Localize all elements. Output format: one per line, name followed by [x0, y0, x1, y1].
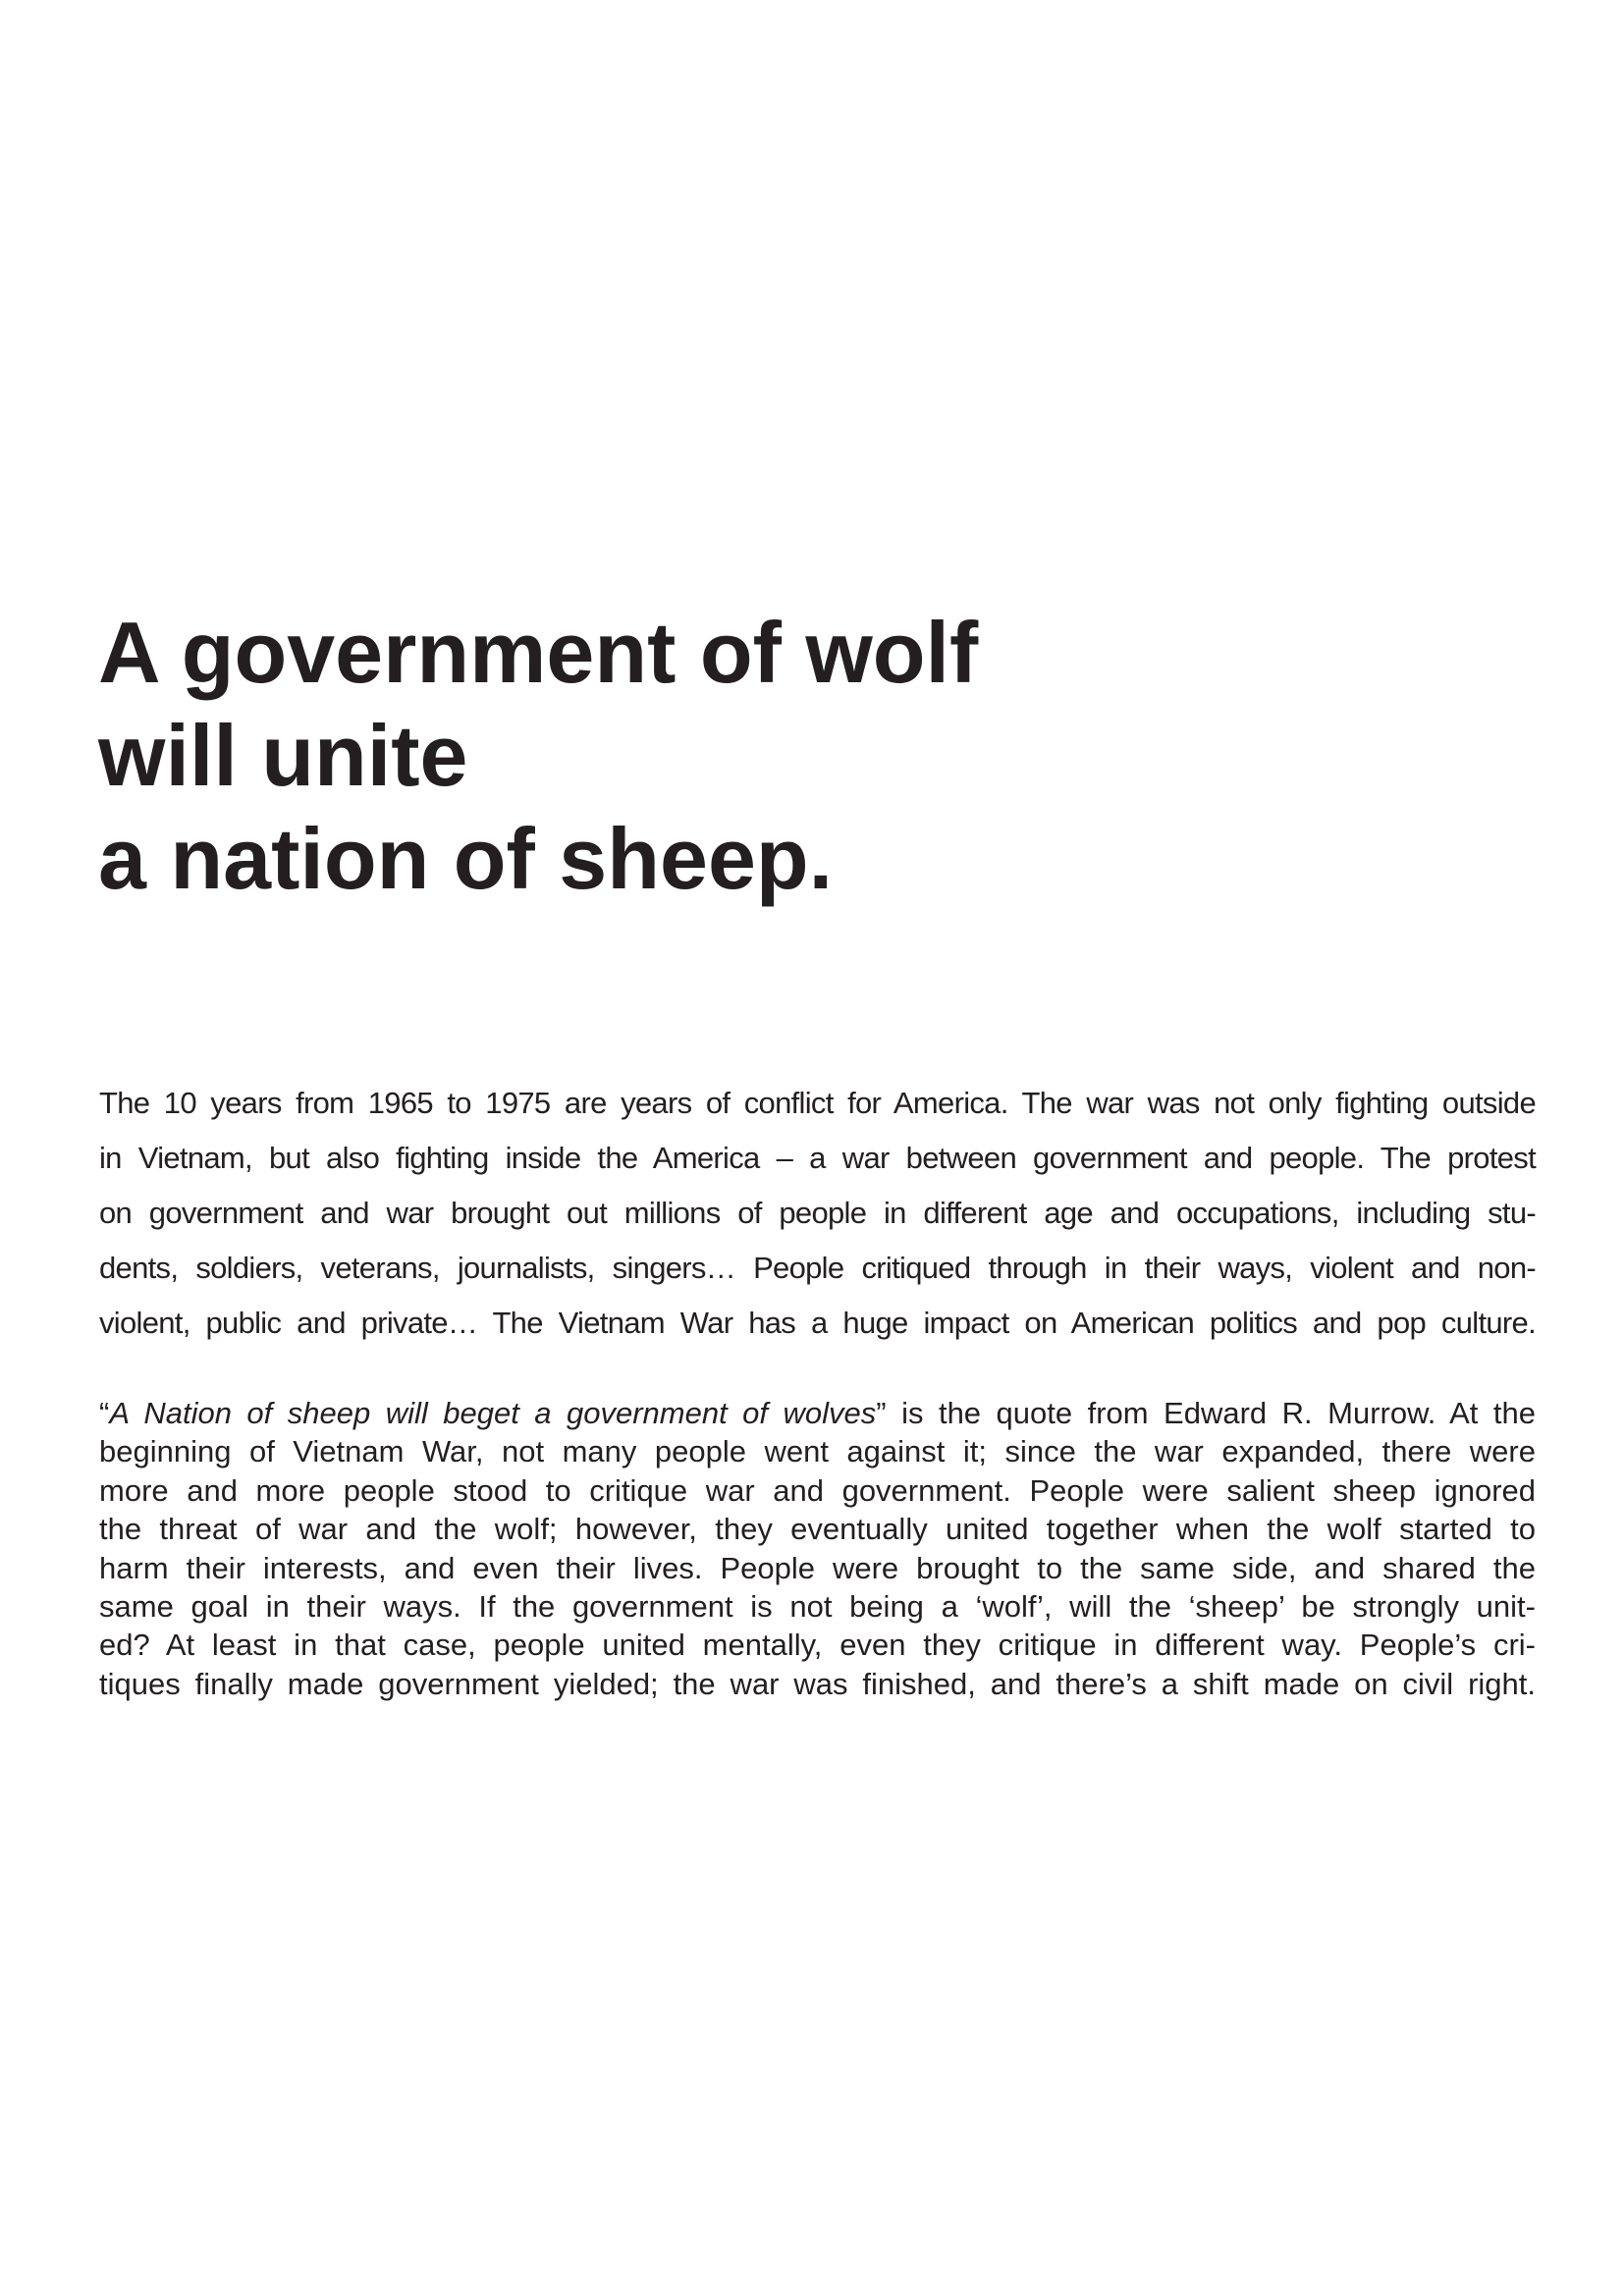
quote-line-1 [99, 1394, 1536, 1432]
quote-line-2: beginning of Vietnam War, not many people went against it; since the war expanded, there were [99, 1434, 1536, 1469]
quote-line-5: harm their interests, and even their lives. People were brought to the same side, and shared the [99, 1550, 1536, 1585]
intro-line-5: violent, public and private… The Vietnam War has a huge impact on American politics and pop culture. [99, 1306, 1536, 1340]
quote-line-1-rest: ” is the quote from Edward R. Murrow. At the [876, 1396, 1536, 1430]
intro-line-1: The 10 years from 1965 to 1975 are years of conflict for America. The war was not only fighting outside [99, 1086, 1536, 1120]
title-line-1: A government of wolf [98, 604, 979, 701]
quote-line-8: tiques finally made government yielded; the war was finished, and there’s a shift made on civil right. [99, 1666, 1536, 1701]
intro-line-2: in Vietnam, but also fighting inside the America – a war between government and people. The protest [99, 1141, 1536, 1175]
intro-paragraph [99, 1076, 1536, 1351]
quote-paragraph [99, 1394, 1536, 1703]
open-quote-mark: “ [99, 1396, 110, 1430]
quote-line-7: ed? At least in that case, people united mentally, even they critique in different way. People’s cri- [99, 1628, 1536, 1663]
quote-line-3: more and more people stood to critique war and government. People were salient sheep ignored [99, 1472, 1536, 1508]
page-title [98, 601, 1276, 910]
quote-line-6: same goal in their ways. If the government is not being a ‘wolf’, will the ‘sheep’ be strongly unit- [99, 1589, 1536, 1625]
quote-line-4: the threat of war and the wolf; however, they eventually united together when the wolf started to [99, 1512, 1536, 1547]
intro-line-3: on government and war brought out millions of people in different age and occupations, including stu- [99, 1196, 1536, 1230]
intro-line-4: dents, soldiers, veterans, journalists, singers… People critiqued through in their ways, violent and non- [99, 1251, 1536, 1285]
title-line-3: a nation of sheep. [98, 810, 834, 907]
title-line-2: will unite [98, 707, 468, 804]
murrow-quote: A Nation of sheep will beget a government of wolves [109, 1396, 877, 1430]
